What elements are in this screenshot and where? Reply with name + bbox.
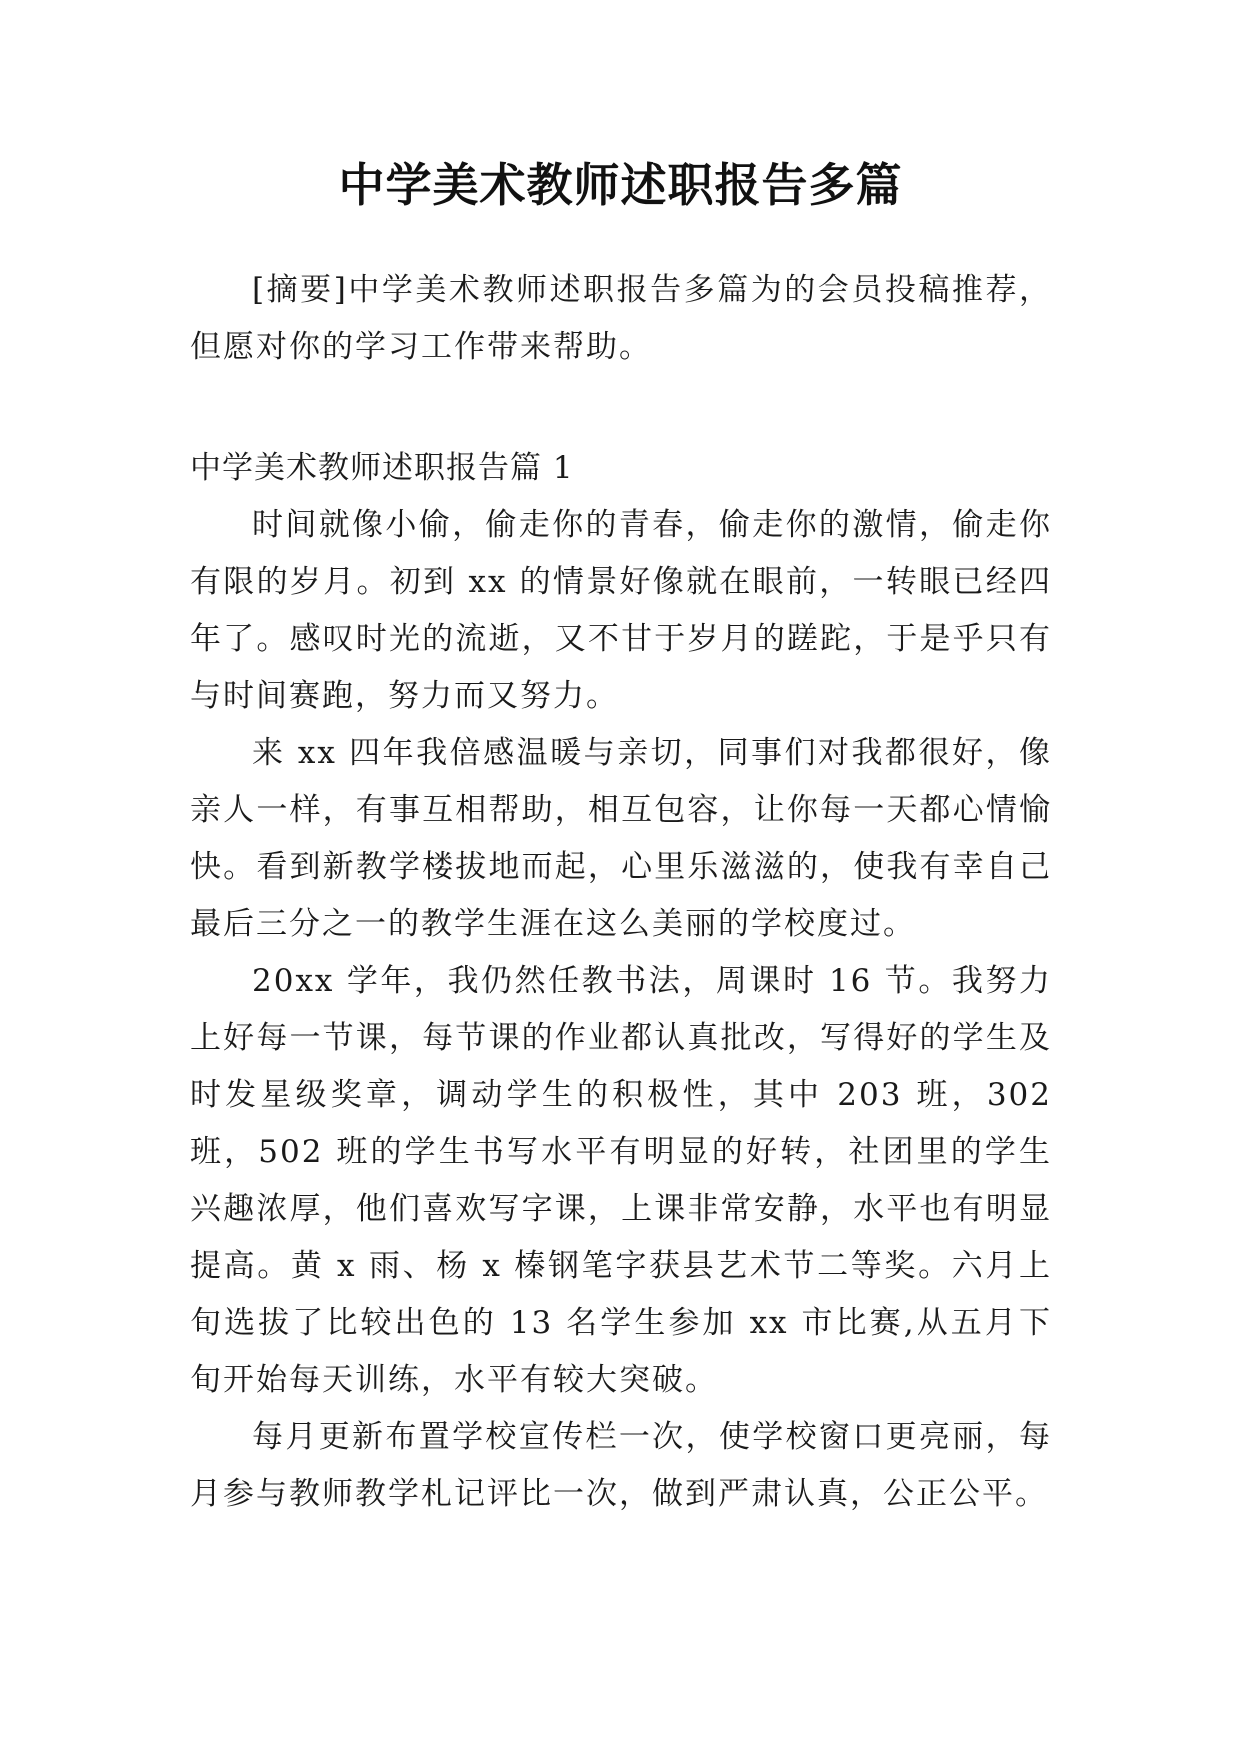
body-paragraph: 时间就像小偷，偷走你的青春，偷走你的激情，偷走你有限的岁月。初到 xx 的情景好像就在眼前，一转眼已经四年了。感叹时光的流逝，又不甘于岁月的蹉跎，于是乎只有与时间赛跑，努力而又努力。 xyxy=(190,507,1052,714)
body-paragraph: 每月更新布置学校宣传栏一次，使学校窗口更亮丽，每月参与教师教学札记评比一次，做到严肃认真，公正公平。 xyxy=(190,1419,1052,1512)
abstract-paragraph: [摘要]中学美术教师述职报告多篇为的会员投稿推荐，但愿对你的学习工作带来帮助。 xyxy=(190,272,1052,365)
document-body xyxy=(190,262,1052,1523)
body-paragraph: 来 xx 四年我倍感温暖与亲切，同事们对我都很好，像亲人一样，有事互相帮助，相互包容，让你每一天都心情愉快。看到新教学楼拔地而起，心里乐滋滋的，使我有幸自己最后三分之一的教学生涯在这么美丽的学校度过。 xyxy=(190,735,1052,942)
body-paragraph: 20xx 学年，我仍然任教书法，周课时 16 节。我努力上好每一节课，每节课的作业都认真批改，写得好的学生及时发星级奖章，调动学生的积极性，其中 203 班，302 班，502 班的学生书写水平有明显的好转，社团里的学生兴趣浓厚，他们喜欢写字课，上课非常安静，水平也有明显提高。黄 x 雨、杨 x 榛钢笔字获县艺术节二等奖。六月上旬选拔了比较出色的 13 名学生参加 xx 市比赛,从五月下旬开始每天训练，水平有较大突破。 xyxy=(190,963,1052,1398)
section-heading: 中学美术教师述职报告篇 1 xyxy=(190,450,574,486)
document-title: 中学美术教师述职报告多篇 xyxy=(338,158,903,212)
